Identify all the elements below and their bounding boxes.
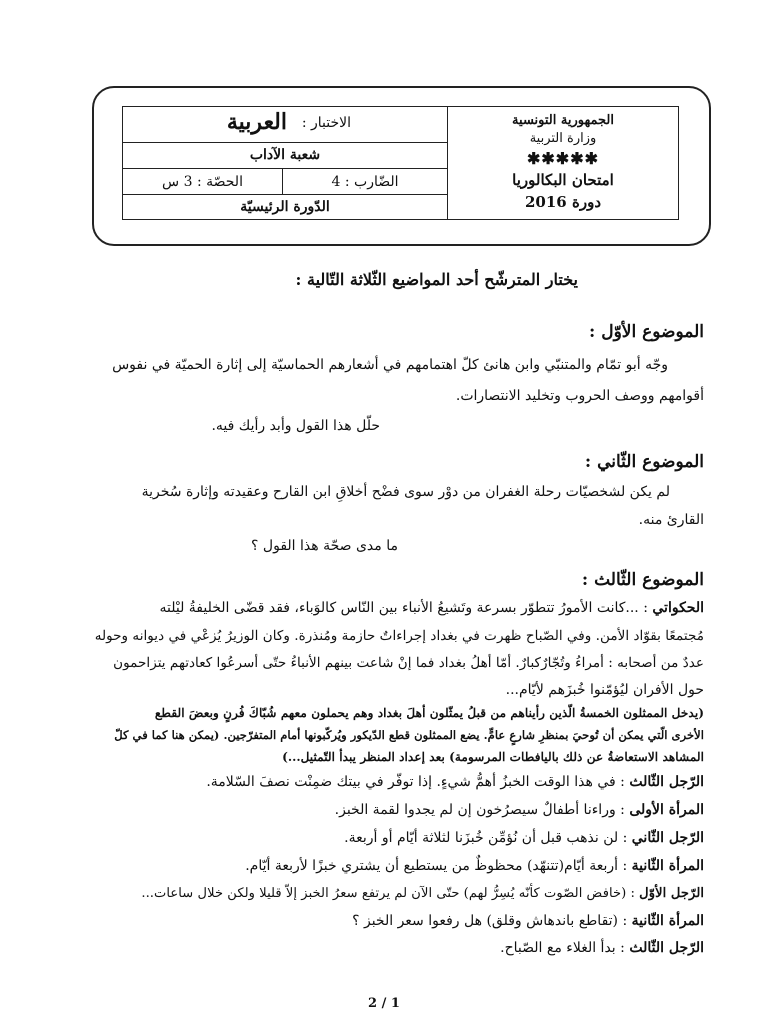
issuer-block — [448, 107, 678, 219]
ministry-name: وزارة التربية — [529, 131, 597, 146]
topic2-line1: لم يكن لشخصيّات رحلة الغفران من دوْر سوى فضْح أخلاقِ ابن القارح وعقيدته وإثارة سُخرية — [141, 484, 670, 500]
topic2-title: الموضوع الثّاني : — [584, 452, 704, 472]
exam-label: الاختبار : — [301, 115, 351, 131]
dialogue-text: : في هذا الوقت الخبزُ أهمُّ شيءٍ. إذا توفّر في بيتك ضمِنْت نصفَ السّلامة. — [206, 774, 625, 790]
speaker-label: الرّجل الأوّل — [639, 886, 704, 901]
session-year: دورة 2016 — [525, 193, 601, 211]
dialogue-text: : بدأ الغلاء مع الصّباح. — [500, 940, 625, 956]
intro-instruction: يختار المترشّح أحد المواضيع الثّلاثة التّالية : — [295, 270, 578, 289]
topic1-task: حلّل هذا القول وأبد رأيك فيه. — [211, 418, 380, 434]
topic1-title: الموضوع الأوّل : — [589, 322, 704, 342]
topic2-task: ما مدى صحّة هذا القول ؟ — [251, 538, 398, 554]
narrator-line4: حول الأفران ليُؤمّنوا خُبزَهم لأيّام... — [505, 682, 704, 698]
header-frame — [92, 86, 711, 246]
speaker-label: الرّجل الثّالث — [629, 774, 704, 790]
dialogue-line — [245, 858, 704, 874]
dialogue-text: : (تقاطع باندهاش وقلق) هل رفعوا سعر الخبز ؟ — [352, 913, 628, 929]
dialogue-line — [335, 802, 704, 818]
narrator-label: الحكواتي — [652, 600, 704, 616]
coefficient: الضّارب : 4 — [282, 169, 447, 195]
speaker-label: الرّجل الثّاني — [631, 830, 704, 846]
narrator-line3: عددٌ من أصحابه : أمراءُ وتُجّارٌكبارٌ. أمّا أهلُ بغداد فما إنْ شاعت بينهم الأنباءُ حتّى أسرعُوا كعادتهم يتزاحمون — [113, 655, 704, 671]
speaker-label: المرأة الثّانية — [631, 858, 704, 874]
dialogue-line — [344, 830, 704, 846]
dialogue-text: : أربعة أيّام(تتنهّد) محظوظٌ من يستطيع أن يشتري خبزًا لأربعة أيّام. — [245, 858, 628, 874]
speaker-label: الرّجل الثّالث — [629, 940, 704, 956]
narrator-text1: : ...كانت الأمورُ تتطوّر بسرعة وتَشيعُ الأنباء بين النّاس كالوَباء، فقد قضّى الخليفةُ ليْلته — [159, 600, 648, 616]
dialogue-line — [352, 913, 704, 929]
branch-name: شعبة الآداب — [249, 147, 321, 163]
branch-row — [123, 143, 447, 169]
stage-direction-line3: المشاهد الاستعاضةُ عن ذلك باليافطات المرسومة) بعد إعداد المنظر يبدأ التّمثيل...) — [282, 750, 704, 764]
coef-duration-row — [123, 169, 447, 195]
stars-decoration: ✱✱✱✱✱ — [526, 149, 600, 168]
dialogue-line — [206, 774, 704, 790]
narrator-line2: مُجتمعًا بقوّاد الأمن. وفي الصّباح ظهرت في بغداد إجراءاتٌ حازمة ومُنذرة. وكان الوزيرُ يُزعْي في ديوانه وحوله — [94, 628, 704, 644]
subject-row — [123, 107, 447, 143]
exam-name: امتحان البكالوريا — [512, 171, 614, 189]
dialogue-text: : (خافض الصّوت كأنّه يُسِرُّ لهم) حتّى الآن لم يرتفع سعرُ الخبز إلاّ قليلا ولكن خلال ساعات... — [141, 886, 635, 901]
session-type-row — [123, 195, 447, 219]
dialogue-line — [141, 886, 704, 901]
session-type: الدّورة الرئيسيّة — [240, 199, 330, 215]
subject-name: العربية — [226, 109, 287, 135]
dialogue-line — [500, 940, 704, 956]
topic1-line1: وجّه أبو تمّام والمتنبّي وابن هانئ كلّ اهتمامهم في أشعارهم الحماسيّة إلى إثارة الحميّة في نفوس — [112, 357, 668, 373]
speaker-label: المرأة الأولى — [629, 802, 704, 818]
duration: الحصّة : 3 س — [162, 174, 243, 190]
topic3-title: الموضوع الثّالث : — [581, 570, 704, 590]
exam-info-block — [123, 107, 448, 219]
stage-direction-line2: الأخرى الّتي يمكن أن تُوحيَ بمنظرِ شارعٍ عامٍّ. يضع الممثلون قطع الدّيكور ويُركّبونها أمام المتفرّجين. (يمكن هنا كما في كلّ — [114, 728, 704, 742]
country-name: الجمهورية التونسية — [512, 113, 614, 128]
speaker-label: المرأة الثّانية — [631, 913, 704, 929]
topic1-line2: أقوامهم ووصف الحروب وتخليد الانتصارات. — [455, 388, 704, 404]
stage-direction-line1: (يدخل الممثلون الخمسةُ الّذين رأيناهم من قبلُ يمثّلون أهلَ بغداد وهم يحملون معهم شُبّاكَ فُرنٍ وبعضَ القطع — [154, 706, 704, 720]
topic2-line2: القارئ منه. — [638, 512, 704, 528]
header-table — [122, 106, 679, 220]
narrator-line1 — [160, 600, 705, 616]
page-number: 2 / 1 — [368, 996, 400, 1011]
dialogue-text: : وراءنا أطفالٌ سيصرُخون إن لم يجدوا لقمة الخبز. — [334, 802, 625, 818]
dialogue-text: : لن نذهب قبل أن نُؤمِّن خُبزَنا لثلاثة أيّام أو أربعة. — [344, 830, 628, 846]
